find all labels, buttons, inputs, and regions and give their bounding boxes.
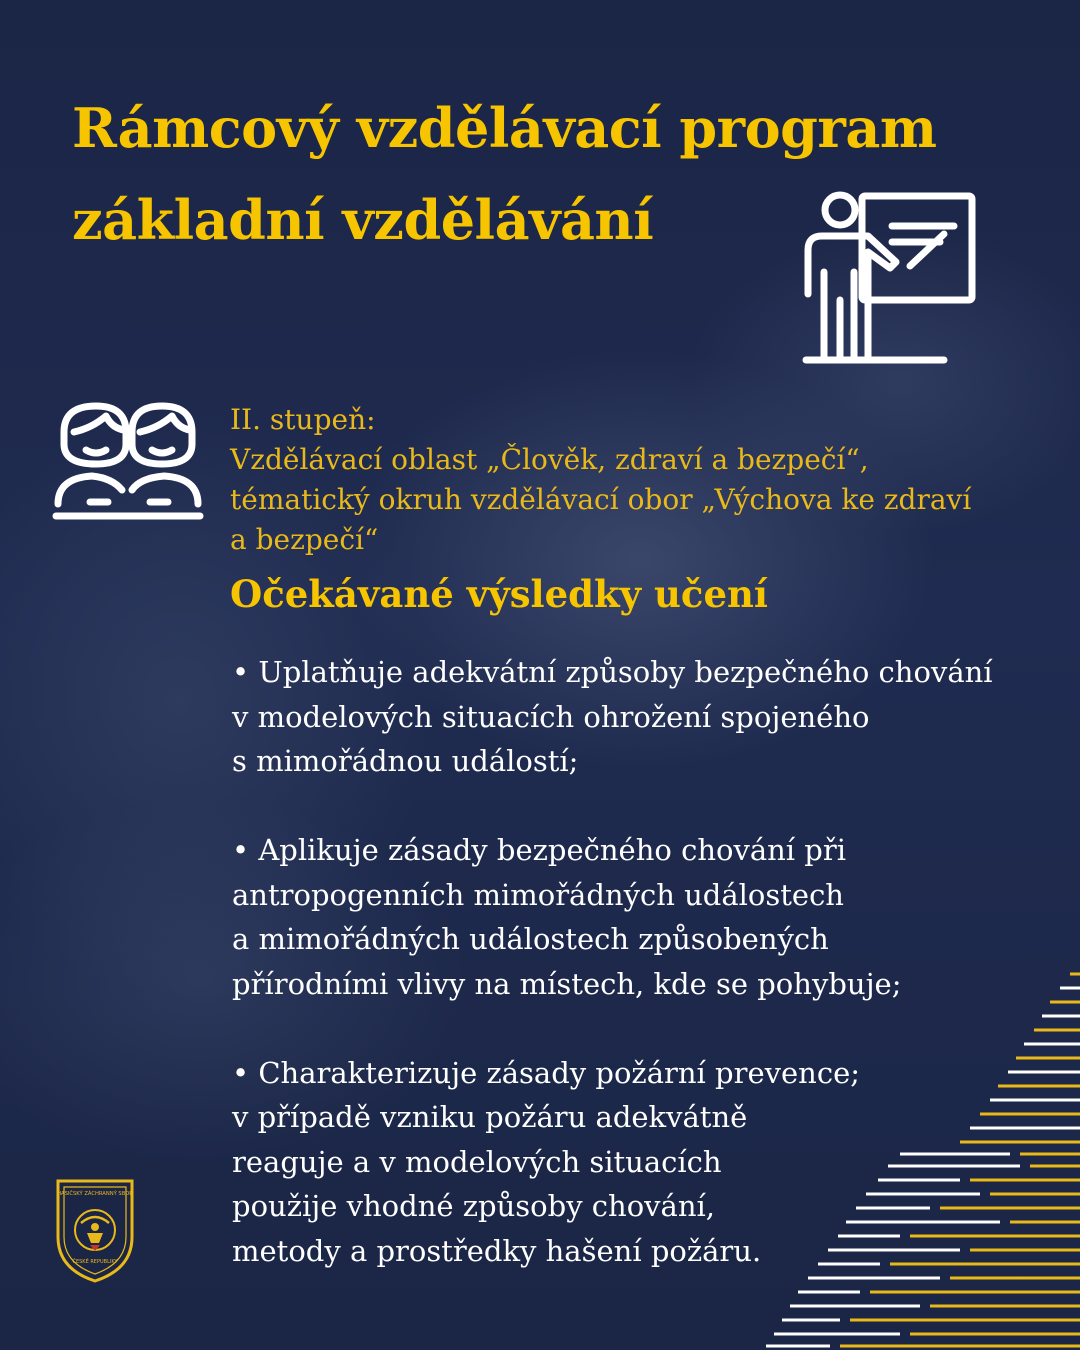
- outcome-line: antropogenních mimořádných událostech: [232, 877, 844, 912]
- outcome-line: metody a prostředky hašení požáru.: [232, 1233, 762, 1268]
- outcome-line: s mimořádnou událostí;: [232, 744, 579, 778]
- intro-text: [230, 400, 1030, 560]
- outcome-line: • Uplatňuje adekvátní způsoby bezpečného chování: [232, 655, 993, 689]
- intro-line-3: tématický okruh vzdělávací obor „Výchova ke zdraví: [230, 483, 972, 516]
- outcome-line: použije vhodné způsoby chování,: [232, 1189, 716, 1223]
- outcome-line: • Charakterizuje zásady požární prevence;: [232, 1055, 861, 1090]
- outcome-item-2: [232, 828, 1052, 1006]
- logo-text-top: HASIČSKÝ ZÁCHRANNÝ SBOR: [57, 1191, 133, 1197]
- outcome-line: v případě vzniku požáru adekvátně: [232, 1100, 748, 1134]
- outcome-item-3: [232, 1051, 1052, 1274]
- outcome-item-1: [232, 650, 1052, 784]
- outcomes-list: [232, 650, 1052, 1318]
- intro-line-4: a bezpečí“: [230, 523, 379, 556]
- outcomes-heading: Očekávané výsledky učení: [230, 572, 768, 616]
- hzs-emblem-icon: [54, 1175, 136, 1285]
- outcome-line: a mimořádných událostech způsobených: [232, 922, 829, 956]
- teacher-board-icon: [798, 190, 980, 368]
- outcome-line: přírodními vlivy na místech, kde se pohybuje;: [232, 966, 902, 1001]
- outcome-line: reaguje a v modelových situacích: [232, 1144, 722, 1179]
- intro-line-2: Vzdělávací oblast „Člověk, zdraví a bezpečí“,: [230, 443, 869, 476]
- logo-text-bottom: ČESKÉ REPUBLIKY: [72, 1259, 118, 1265]
- title-line-2: základní vzdělávání: [72, 188, 654, 252]
- outcome-line: v modelových situacích ohrožení spojeného: [232, 699, 870, 734]
- students-icon: [50, 398, 206, 524]
- outcome-line: • Aplikuje zásady bezpečného chování při: [232, 833, 846, 867]
- title-line-1: Rámcový vzdělávací program: [72, 96, 937, 160]
- intro-line-1: II. stupeň:: [230, 403, 376, 436]
